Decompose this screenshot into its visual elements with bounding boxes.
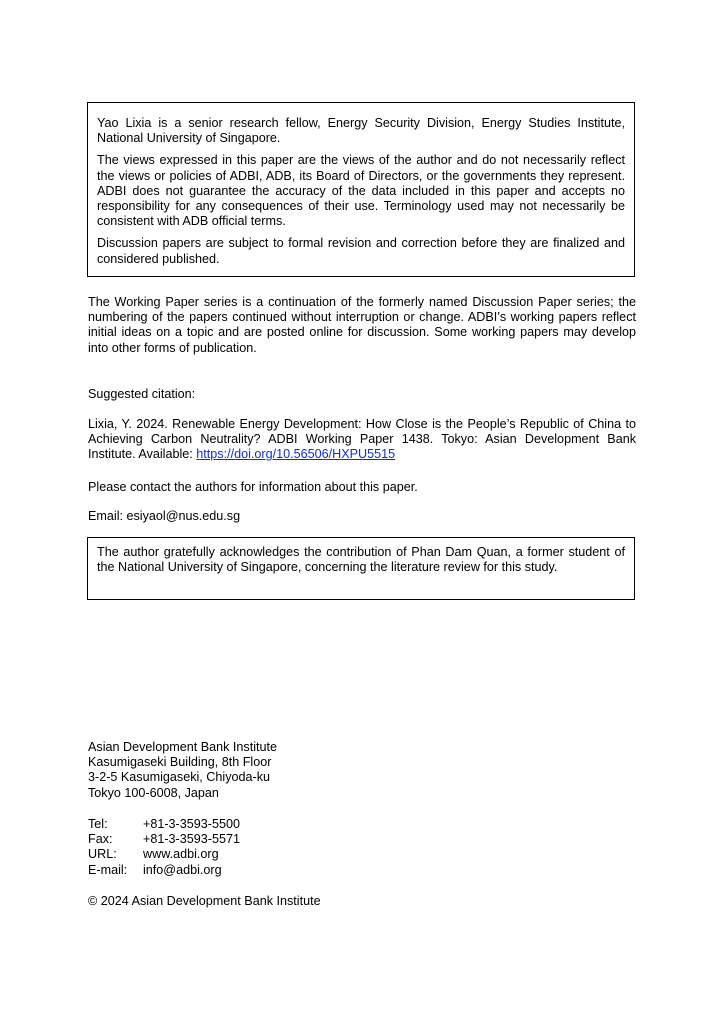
contact-label: E-mail: [88,862,128,877]
author-info-box [87,102,635,277]
contact-label: Fax: [88,832,113,847]
contact-row-fax [88,832,636,847]
contact-value: +81-3-3593-5571 [143,832,240,847]
author-bio: Yao Lixia is a senior research fellow, Energy Security Division, Energy Studies Institute, National University of Singapore. [97,116,625,146]
address-line: Tokyo 100-6008, Japan [88,785,219,800]
contact-row-tel [88,817,636,832]
contact-value: www.adbi.org [143,847,219,862]
contact-details [88,817,636,878]
series-note: The Working Paper series is a continuation of the formerly named Discussion Paper series; the numbering of the papers continued without interruption or change. ADBI’s working papers reflect initial ideas on a topic and are posted online for discussion. Some working papers may develop into other forms of publication. [88,295,636,355]
contact-label: URL: [88,847,117,862]
doi-link[interactable]: https://doi.org/10.56506/HXPU5515 [196,447,396,462]
contact-label: Tel: [88,817,108,831]
citation-heading: Suggested citation: [88,387,196,401]
institute-address [88,740,636,801]
contact-row-email [88,863,636,878]
address-line: 3-2-5 Kasumigaseki, Chiyoda-ku [88,770,270,785]
disclaimer-text: The views expressed in this paper are the views of the author and do not necessarily reflect the views or policies of ADBI, ADB, its Board of Directors, or the governments they represent. ADBI does not guarantee the accuracy of the data included in this paper and accepts no responsibility for any consequences of their use. Terminology used may not necessarily be consistent with ADB official terms. [97,153,625,229]
contact-value: info@adbi.org [143,862,222,877]
copyright-notice: © 2024 Asian Development Bank Institute [88,894,321,908]
address-line: Asian Development Bank Institute [88,740,278,754]
address-line: Kasumigaseki Building, 8th Floor [88,755,272,770]
citation-paragraph [88,417,636,463]
email-line: Email: esiyaol@nus.edu.sg [88,509,241,523]
acknowledgement-text: The author gratefully acknowledges the contribution of Phan Dam Quan, a former student of the National University of Singapore, concerning the literature review for this study. [97,545,625,575]
citation-text: Lixia, Y. 2024. Renewable Energy Development: How Close is the People’s Republic of China to Achieving Carbon Neutrality? ADBI Working Paper 1438. Tokyo: Asian Development Bank Institute. Available: [88,417,636,462]
acknowledgement-box [87,537,635,600]
contact-note: Please contact the authors for information about this paper. [88,480,418,494]
discussion-paper-note: Discussion papers are subject to formal revision and correction before they are finalized and considered published. [97,236,625,266]
contact-value: +81-3-3593-5500 [143,817,240,831]
contact-row-url [88,847,636,862]
